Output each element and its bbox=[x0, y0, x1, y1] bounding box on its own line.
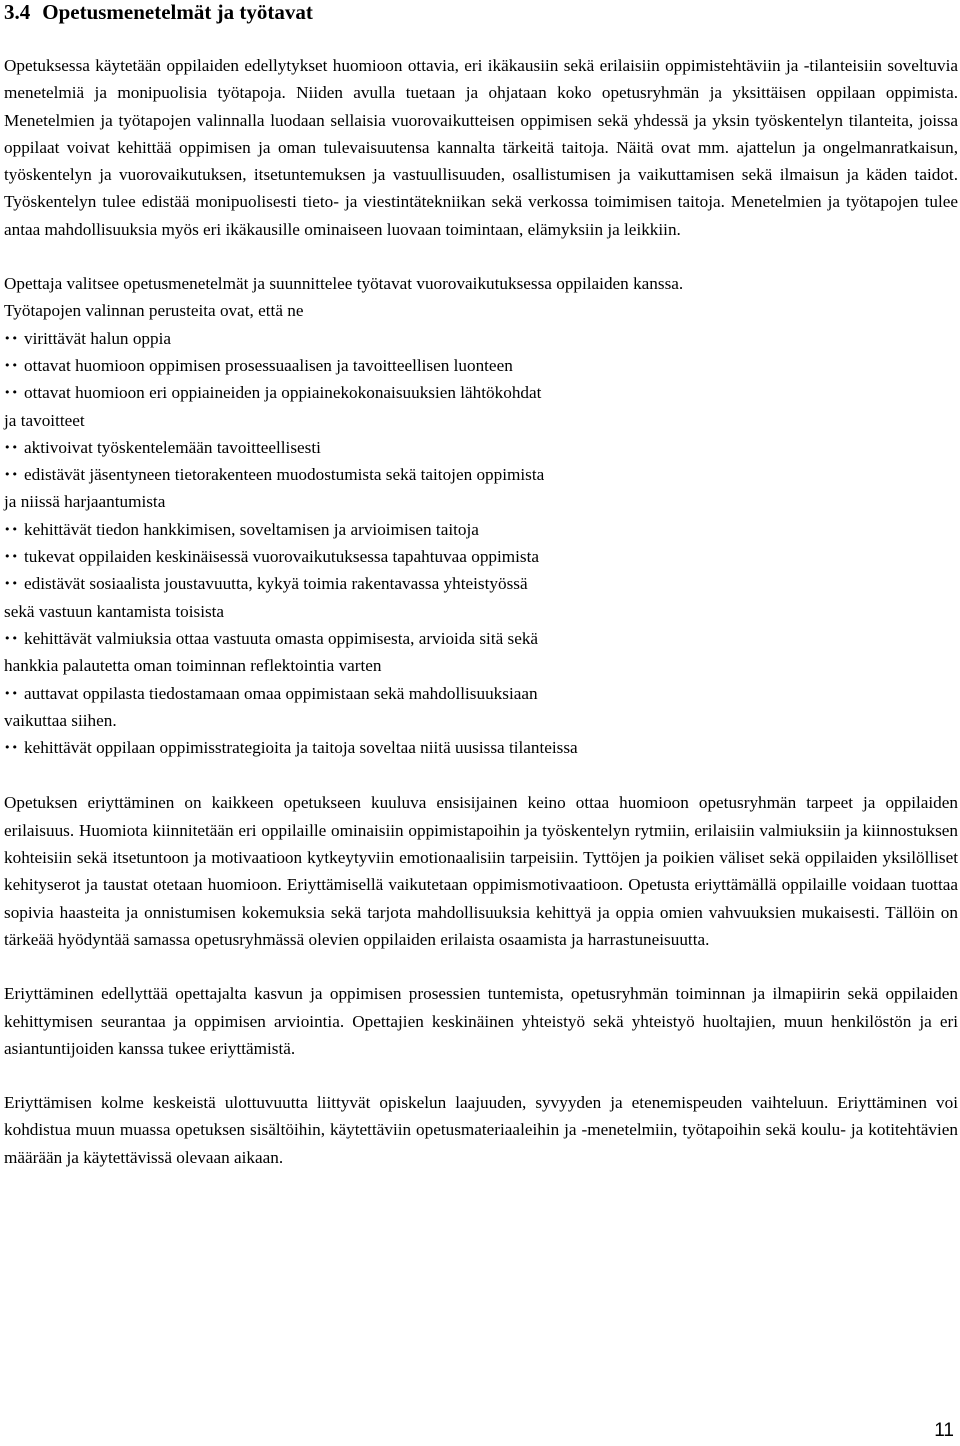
list-item bbox=[4, 379, 958, 434]
list-item-text: ottavat huomioon oppimisen prosessuaalisen ja tavoitteellisen luonteen bbox=[24, 355, 513, 375]
paragraph-differentiation-dimensions: Eriyttämisen kolme keskeistä ulottuvuutta liittyvät opiskelun laajuuden, syvyyden ja etenemispeuden vaihteluun. Eriyttäminen voi kohdistua muun muassa opetuksen sisältöihin, käytettäviin opetusmateriaaleihin ja -menetelmiin, työtapoihin sekä koulu- ja kotitehtävien määrään ja käytettävissä olevaan aikaan. bbox=[4, 1093, 958, 1167]
list-item-continuation: sekä vastuun kantamista toisista bbox=[4, 601, 225, 621]
bullet-icon: •• bbox=[4, 686, 19, 700]
list-item-text: virittävät halun oppia bbox=[24, 328, 172, 348]
list-intro-criteria: Työtapojen valinnan perusteita ovat, että ne bbox=[4, 301, 304, 321]
bullet-icon: •• bbox=[4, 468, 19, 482]
bullet-icon: •• bbox=[4, 358, 19, 372]
list-item bbox=[4, 680, 958, 735]
list-item bbox=[4, 734, 958, 761]
section-heading bbox=[4, 0, 958, 24]
list-item bbox=[4, 543, 958, 570]
bullet-icon: •• bbox=[4, 331, 19, 345]
list-item-continuation: hankkia palautetta oman toiminnan reflektointia varten bbox=[4, 656, 382, 676]
list-item bbox=[4, 352, 958, 379]
list-item bbox=[4, 434, 958, 461]
paragraph-methods: Opetuksessa käytetään oppilaiden edellytykset huomioon ottavia, eri ikäkausiin sekä erilaisiin oppimistehtäviin ja -tilanteisiin soveltuvia menetelmiä ja monipuolisia työtapoja. Niiden avulla tuetaan ja ohjataan koko opetusryhmän ja yksittäisen oppilaan oppimista. Menetelmien ja työtapojen valinnalla luodaan sellaisia vuorovaikutteisen oppimisen sekä yhdessä ja yksin työskentelyn tilanteita, joissa oppilaat voivat kehittää oppimisen ja oman tulevaisuutensa kannalta tärkeitä taitoja. Näitä ovat mm. ajattelun ja ongelmanratkaisun, työskentelyn ja vuorovaikutuksen, itsetuntemuksen ja vastuullisuuden, osallistumisen ja vaikuttamisen sekä ilmaisun ja käden taidot. Työskentelyn tulee edistää monipuolisesti tieto- ja viestintätekniikan sekä verkossa toimimisen taitoja. Menetelmien ja työtapojen tulee antaa mahdollisuuksia myös eri ikäkausille ominaiseen luovaan toimintaan, elämyksiin ja leikkiin. bbox=[4, 56, 958, 239]
list-item bbox=[4, 325, 958, 352]
paragraph-differentiation-requirements: Eriyttäminen edellyttää opettajalta kasvun ja oppimisen prosessien tuntemista, opetusryhmän toiminnan ja ilmapiirin sekä oppilaiden kehittymisen seurantaa ja oppimisen arviointia. Opettajien keskinäinen yhteistyö sekä yhteistyö huoltajien, muun henkilöstön ja eri asiantuntijoiden kanssa tukee eriyttämistä. bbox=[4, 984, 958, 1058]
list-item-continuation: vaikuttaa siihen. bbox=[4, 710, 117, 730]
list-item-text: kehittävät valmiuksia ottaa vastuuta omasta oppimisesta, arvioida sitä sekä bbox=[24, 628, 539, 648]
list-item bbox=[4, 461, 958, 516]
work-methods-list-section bbox=[4, 270, 958, 761]
bullet-icon: •• bbox=[4, 550, 19, 564]
paragraph-differentiation: Opetuksen eriyttäminen on kaikkeen opetukseen kuuluva ensisijainen keino ottaa huomioon opetusryhmän tarpeet ja oppilaiden erilaisuus. Huomiota kiinnitetään eri oppilaille ominaisiin oppimistapoihin ja työskentelyn rytmiin, erilaisiin valmiuksiin ja kiinnostuksen kohteisiin sekä itsetuntoon ja motivaatioon kytkeytyviin emotionaalisiin tarpeisiin. Tyttöjen ja poikien väliset sekä oppilaiden yksilölliset kehityserot ja taustat otetaan huomioon. Eriyttämisellä vaikutetaan oppimismotivaatioon. Opetusta eriyttämällä oppilaille voidaan tuottaa sopivia haasteita ja onnistumisen kokemuksia sekä tarjota mahdollisuuksia kehittyä ja oppia omien vahvuuksien mukaisesti. Tällöin on tärkeää hyödyntää samassa opetusryhmässä olevien oppilaiden erilaista osaamista ja harrastuneisuutta. bbox=[4, 793, 958, 949]
bullet-icon: •• bbox=[4, 741, 19, 755]
list-item-text: kehittävät oppilaan oppimisstrategioita ja taitoja soveltaa niitä uusissa tilanteissa bbox=[24, 738, 578, 758]
bullet-icon: •• bbox=[4, 631, 19, 645]
list-item bbox=[4, 516, 958, 543]
list-item-text: aktivoivat työskentelemään tavoitteellisesti bbox=[24, 437, 321, 457]
criteria-bullet-list bbox=[4, 325, 958, 762]
bullet-icon: •• bbox=[4, 577, 19, 591]
list-item-text: ottavat huomioon eri oppiaineiden ja oppiainekokonaisuuksien lähtökohdat bbox=[24, 383, 542, 403]
list-item-text: tukevat oppilaiden keskinäisessä vuorovaikutuksessa tapahtuvaa oppimista bbox=[24, 547, 540, 567]
list-item-continuation: ja niissä harjaantumista bbox=[4, 492, 166, 512]
list-item bbox=[4, 570, 958, 625]
list-item-text: kehittävät tiedon hankkimisen, soveltamisen ja arvioimisen taitoja bbox=[24, 519, 479, 539]
section-title: Opetusmenetelmät ja työtavat bbox=[42, 0, 313, 24]
bullet-icon: •• bbox=[4, 522, 19, 536]
page-number: 11 bbox=[934, 1420, 954, 1441]
list-item-text: edistävät jäsentyneen tietorakenteen muodostumista sekä taitojen oppimista bbox=[24, 465, 545, 485]
list-item-text: auttavat oppilasta tiedostamaan omaa oppimistaan sekä mahdollisuuksiaan bbox=[24, 683, 538, 703]
document-page bbox=[4, 0, 958, 1198]
list-item bbox=[4, 625, 958, 680]
list-intro-teacher: Opettaja valitsee opetusmenetelmät ja suunnittelee työtavat vuorovaikutuksessa oppilaiden kanssa. bbox=[4, 274, 684, 294]
bullet-icon: •• bbox=[4, 440, 19, 454]
section-number: 3.4 bbox=[4, 0, 31, 24]
list-item-text: edistävät sosiaalista joustavuutta, kykyä toimia rakentavassa yhteistyössä bbox=[24, 574, 528, 594]
bullet-icon: •• bbox=[4, 386, 19, 400]
list-item-continuation: ja tavoitteet bbox=[4, 410, 85, 430]
